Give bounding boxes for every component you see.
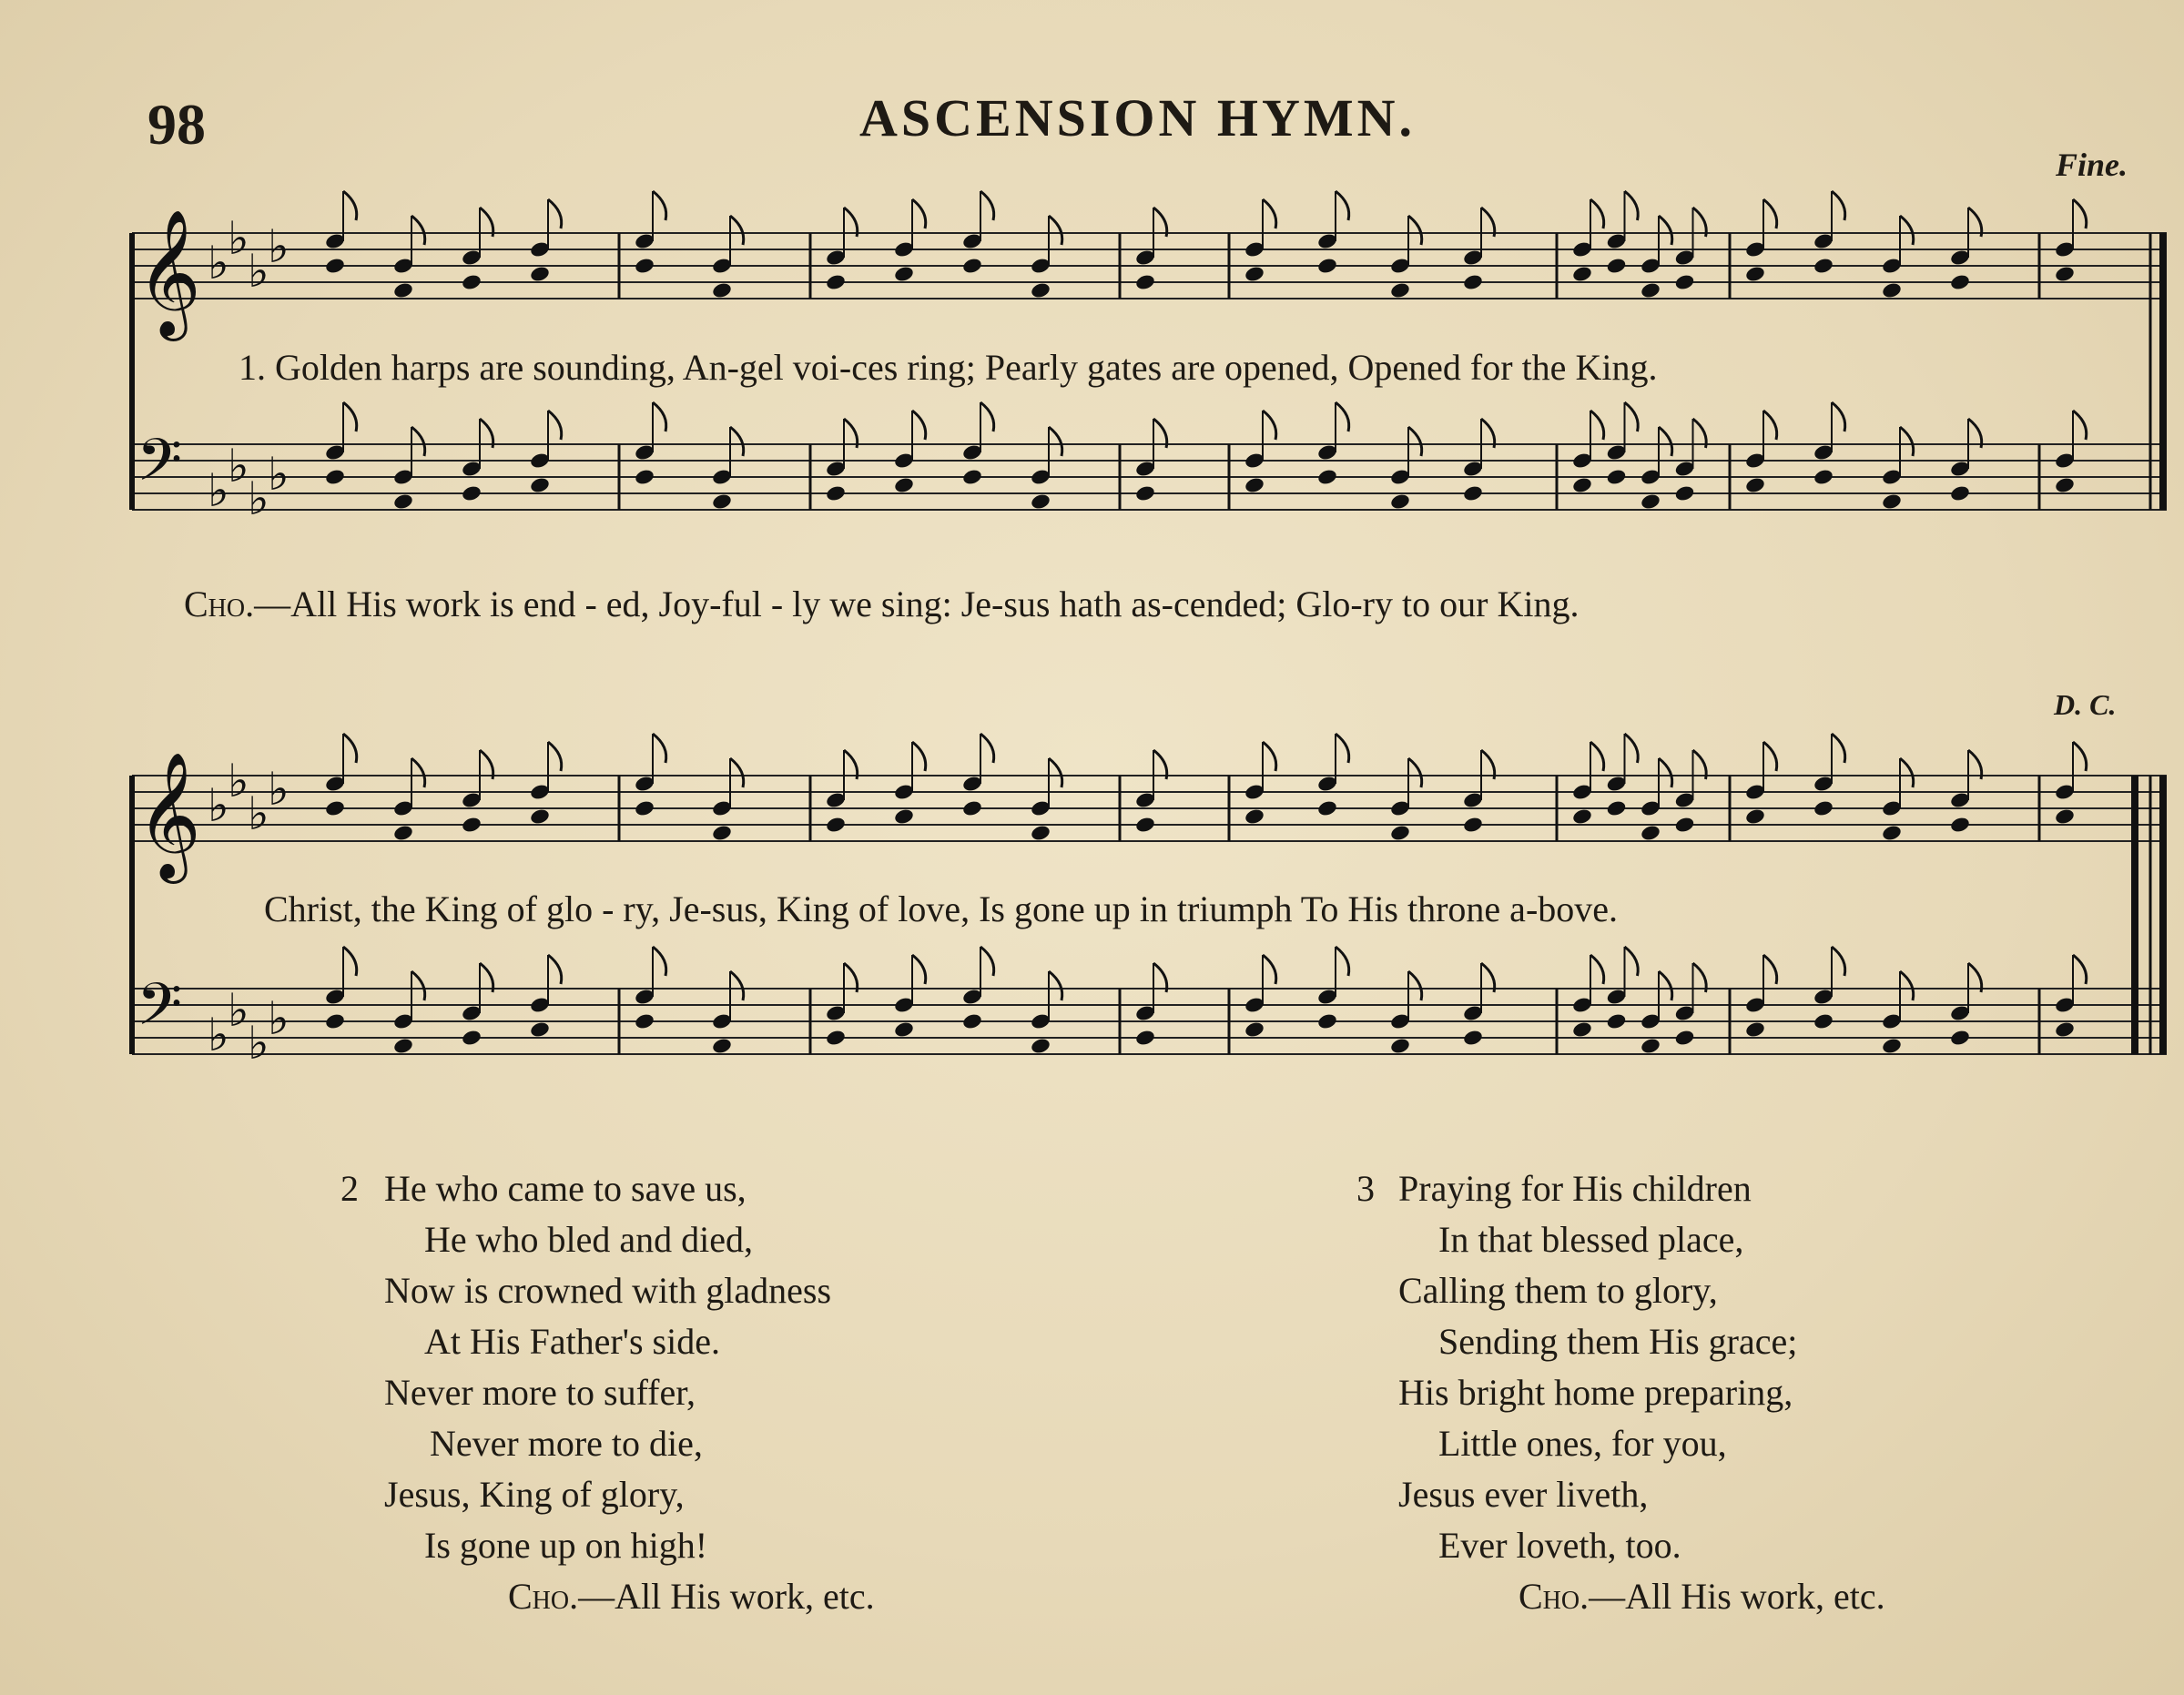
verse-line: Never more to suffer,: [384, 1372, 696, 1413]
bass-clef-icon: 𝄢: [137, 971, 183, 1053]
note-flag: [1263, 742, 1276, 771]
note-flag: [1336, 947, 1349, 976]
verse-3-number: 3: [1356, 1168, 1375, 1209]
note-head: [825, 1029, 847, 1047]
note-head: [1244, 1020, 1265, 1039]
verse-line: Jesus, King of glory,: [384, 1474, 685, 1515]
note-head: [961, 1012, 983, 1030]
system-2-lyrics: Christ, the King of glo - ry, Je-sus, King of love, Is gone up in triumph To His throne a-bove.: [264, 888, 1619, 929]
flat-icon: ♭: [208, 237, 229, 289]
verse-line: Is gone up on high!: [424, 1525, 708, 1566]
note-flag: [653, 947, 666, 976]
note-head: [1881, 1037, 1903, 1055]
verse-line: Now is crowned with gladness: [384, 1270, 832, 1311]
note-flag: [730, 758, 744, 787]
note-head: [461, 816, 483, 834]
note-head: [1571, 807, 1593, 826]
flat-icon: ♭: [268, 763, 290, 816]
verse-line: Jesus ever liveth,: [1398, 1474, 1649, 1515]
note-head: [1606, 799, 1628, 817]
verse-line: Little ones, for you,: [1438, 1423, 1727, 1464]
note-head: [711, 824, 733, 842]
note-head: [961, 799, 983, 817]
verse-line: His bright home preparing,: [1398, 1372, 1793, 1413]
flat-icon: ♭: [268, 992, 290, 1045]
verse-2-number: 2: [340, 1168, 359, 1209]
note-flag: [1590, 742, 1604, 771]
note-head: [1389, 1037, 1411, 1055]
note-head: [1389, 824, 1411, 842]
chorus-abbrev: Cho.: [184, 584, 255, 624]
note-flag: [980, 734, 994, 763]
note-head: [1606, 1012, 1628, 1030]
note-head: [1244, 807, 1265, 826]
verse-1-lyrics: 1. Golden harps are sounding, An-gel voi-ces ring; Pearly gates are opened, Opened for the King.: [239, 347, 1658, 388]
verse-2-chorus-ref: Cho.—All His work, etc.: [508, 1576, 875, 1617]
verse-line: Never more to die,: [430, 1423, 703, 1464]
note-head: [893, 1020, 915, 1039]
note-head: [529, 1020, 551, 1039]
note-head: [1462, 1029, 1484, 1047]
flat-icon: ♭: [268, 220, 290, 273]
note-head: [893, 807, 915, 826]
note-flag: [1408, 758, 1422, 787]
note-flag: [1763, 955, 1777, 984]
flat-icon: ♭: [228, 755, 249, 807]
note-head: [1813, 1012, 1834, 1030]
bass-clef-icon: 𝄢: [137, 427, 183, 509]
note-flag: [1659, 758, 1672, 787]
verse-line: In that blessed place,: [1438, 1219, 1744, 1260]
flat-icon: ♭: [228, 212, 249, 265]
note-head: [2054, 1020, 2076, 1039]
note-head: [1571, 1020, 1593, 1039]
note-head: [2054, 807, 2076, 826]
note-head: [1462, 816, 1484, 834]
treble-staff: [132, 734, 2167, 884]
note-head: [1949, 1029, 1971, 1047]
note-head: [1640, 1037, 1661, 1055]
fine-marking: Fine.: [2056, 147, 2128, 183]
note-head: [1030, 1037, 1051, 1055]
note-flag: [411, 758, 425, 787]
verse-line: Praying for His children: [1398, 1168, 1752, 1209]
note-flag: [1408, 971, 1422, 1000]
note-flag: [2073, 955, 2087, 984]
note-flag: [1049, 758, 1062, 787]
verse-line: Ever loveth, too.: [1438, 1525, 1681, 1566]
note-head: [461, 1029, 483, 1047]
note-head: [634, 1012, 655, 1030]
note-flag: [1763, 742, 1777, 771]
verse-3-chorus-ref: Cho.—All His work, etc.: [1519, 1576, 1885, 1617]
note-flag: [1625, 734, 1639, 763]
note-flag: [1590, 955, 1604, 984]
bass-staff: [132, 947, 2167, 1070]
note-head: [1674, 816, 1696, 834]
note-head: [1134, 816, 1156, 834]
treble-clef-icon: 𝄞: [137, 752, 201, 878]
flat-icon: ♭: [268, 448, 290, 501]
note-flag: [730, 971, 744, 1000]
note-flag: [1659, 971, 1672, 1000]
note-flag: [1263, 955, 1276, 984]
verse-line: Sending them His grace;: [1438, 1321, 1798, 1362]
note-flag: [653, 734, 666, 763]
note-flag: [1900, 971, 1914, 1000]
note-flag: [411, 971, 425, 1000]
note-head: [1674, 1029, 1696, 1047]
flat-icon: ♭: [248, 245, 269, 298]
page-title: ASCENSION HYMN.: [859, 88, 1417, 147]
note-head: [711, 1037, 733, 1055]
verse-line: Calling them to glory,: [1398, 1270, 1718, 1311]
note-head: [1813, 799, 1834, 817]
treble-clef-icon: 𝄞: [137, 209, 201, 336]
note-flag: [548, 955, 562, 984]
note-head: [825, 816, 847, 834]
note-head: [324, 799, 346, 817]
note-head: [1316, 1012, 1338, 1030]
note-head: [324, 1012, 346, 1030]
chorus-abbrev: Cho.: [1519, 1576, 1590, 1617]
verse-line: At His Father's side.: [424, 1321, 720, 1362]
flat-icon: ♭: [228, 440, 249, 492]
note-flag: [2073, 742, 2087, 771]
note-head: [1134, 1029, 1156, 1047]
dc-marking: D. C.: [2054, 688, 2117, 721]
note-head: [1640, 824, 1661, 842]
note-flag: [1336, 734, 1349, 763]
note-flag: [1900, 758, 1914, 787]
note-head: [529, 807, 551, 826]
flat-icon: ♭: [248, 472, 269, 525]
note-head: [1744, 1020, 1766, 1039]
note-head: [1030, 824, 1051, 842]
page-number: 98: [147, 92, 206, 157]
note-flag: [912, 955, 926, 984]
flat-icon: ♭: [208, 1009, 229, 1061]
note-head: [634, 799, 655, 817]
chorus-abbrev: Cho.: [508, 1576, 579, 1617]
note-head: [392, 1037, 414, 1055]
note-flag: [912, 742, 926, 771]
note-head: [1881, 824, 1903, 842]
note-flag: [343, 734, 357, 763]
flat-icon: ♭: [248, 787, 269, 840]
flat-icon: ♭: [248, 1017, 269, 1070]
note-flag: [343, 947, 357, 976]
note-flag: [1625, 947, 1639, 976]
note-head: [1744, 807, 1766, 826]
note-flag: [1832, 947, 1845, 976]
note-head: [1949, 816, 1971, 834]
verse-line: He who bled and died,: [424, 1219, 754, 1260]
flat-icon: ♭: [208, 779, 229, 832]
chorus-lyrics: Cho.—All His work is end - ed, Joy-ful - ly we sing: Je-sus hath as-cended; Glo-ry to our King.: [184, 584, 1580, 624]
note-head: [392, 824, 414, 842]
note-head: [1316, 799, 1338, 817]
note-flag: [1832, 734, 1845, 763]
flat-icon: ♭: [208, 464, 229, 517]
flat-icon: ♭: [228, 984, 249, 1037]
note-flag: [980, 947, 994, 976]
verse-line: He who came to save us,: [384, 1168, 747, 1209]
note-flag: [548, 742, 562, 771]
note-flag: [1049, 971, 1062, 1000]
